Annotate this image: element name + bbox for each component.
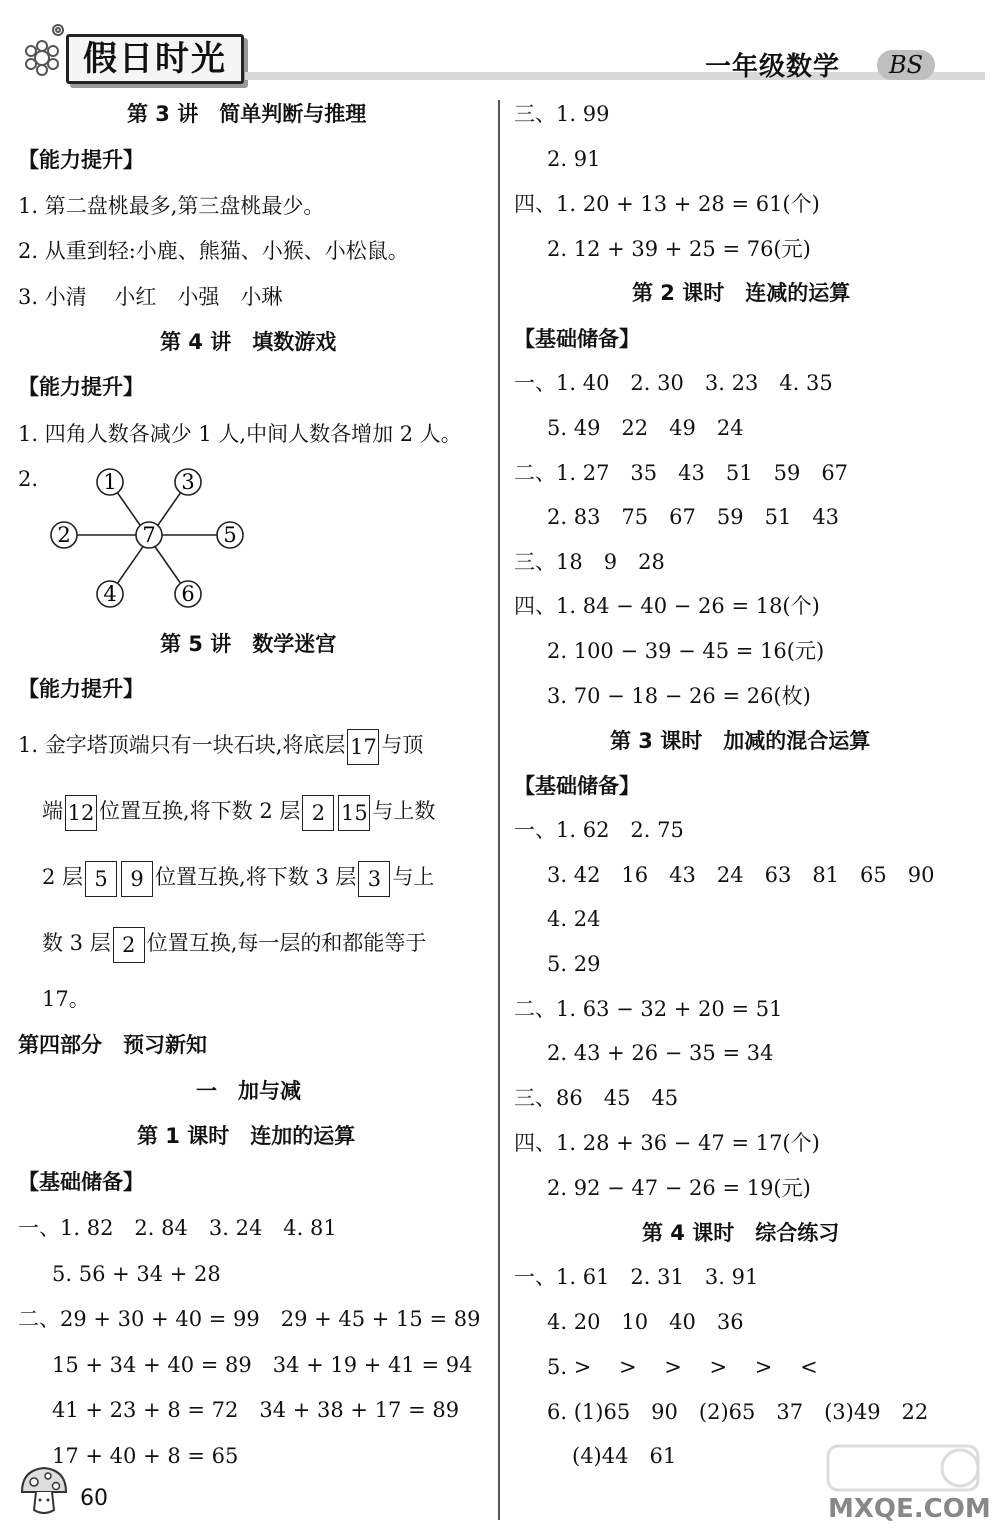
diagram-center-number: 7 (142, 523, 156, 547)
answer-box: 17 (347, 729, 379, 765)
class1-row-1: 一、1. 82 2. 84 3. 24 4. 81 (18, 1216, 337, 1240)
answer-box: 9 (121, 861, 153, 897)
class2-title: 第 2 课时 连减的运算 (632, 281, 851, 305)
diagram-top-left-number: 1 (103, 470, 117, 494)
mushroom-icon (16, 1462, 72, 1520)
lesson3-answer-1: 1. 第二盘桃最多,第三盘桃最少。 (18, 194, 325, 218)
maze-answer-line-2: 端 12 位置互换,将下数 2 层 2 15 与上数 (42, 793, 435, 831)
class2-row-6: 四、1. 84 − 40 − 26 = 18(个) (514, 594, 820, 618)
part4-heading: 第四部分 预习新知 (18, 1033, 207, 1057)
maze-answer-line-5: 17。 (42, 987, 90, 1011)
class2-row-2: 5. 49 22 49 24 (547, 416, 744, 440)
answer-box: 3 (358, 861, 390, 897)
class2-row-5: 三、18 9 28 (514, 550, 665, 574)
class1-title: 第 1 课时 连加的运算 (137, 1124, 356, 1148)
class3-row-3: 4. 24 (547, 907, 601, 931)
maze-answer-line-1: 1. 金字塔顶端只有一块石块,将底层 17 与顶 (18, 727, 423, 765)
answer-box: 15 (338, 795, 370, 831)
page-number: 60 (80, 1486, 108, 1511)
answer-box: 2 (302, 795, 334, 831)
class1-row-3: 二、29 + 30 + 40 = 99 29 + 45 + 15 = 89 (18, 1307, 481, 1331)
class4-row-1: 一、1. 61 2. 31 3. 91 (514, 1265, 759, 1289)
diagram-left-number: 2 (57, 523, 71, 547)
class2-section: 【基础储备】 (514, 327, 640, 351)
grade-subject-label: 一年级数学 (705, 52, 841, 82)
unit1-heading: 一 加与减 (196, 1079, 301, 1103)
flower-icon (20, 18, 70, 78)
right-row-4: 2. 12 + 39 + 25 = 76(元) (547, 237, 811, 261)
class4-row-5: (4)44 61 (572, 1444, 677, 1468)
class2-row-7: 2. 100 − 39 − 45 = 16(元) (547, 639, 825, 663)
class4-row-4: 6. (1)65 90 (2)65 37 (3)49 22 (547, 1400, 929, 1424)
lesson5-section: 【能力提升】 (18, 677, 144, 701)
class3-row-6: 2. 43 + 26 − 35 = 34 (547, 1041, 774, 1065)
lesson4-section: 【能力提升】 (18, 375, 144, 399)
lesson4-title: 第 4 讲 填数游戏 (160, 330, 337, 354)
lesson3-title: 第 3 讲 简单判断与推理 (127, 102, 367, 126)
lesson4-answer-1: 1. 四角人数各减少 1 人,中间人数各增加 2 人。 (18, 422, 462, 446)
class3-row-5: 二、1. 63 − 32 + 20 = 51 (514, 997, 783, 1021)
right-row-1: 三、1. 99 (514, 102, 610, 126)
class4-row-2: 4. 20 10 40 36 (547, 1310, 744, 1334)
diagram-top-right-number: 3 (181, 470, 195, 494)
watermark-text: MXQE.COM (828, 1494, 991, 1524)
class3-row-4: 5. 29 (547, 952, 601, 976)
maze-answer-line-4: 数 3 层 2 位置互换,每一层的和都能等于 (42, 925, 426, 963)
right-row-3: 四、1. 20 + 13 + 28 = 61(个) (514, 192, 820, 216)
class3-row-8: 四、1. 28 + 36 − 47 = 17(个) (514, 1131, 820, 1155)
class3-section: 【基础储备】 (514, 774, 640, 798)
class4-title: 第 4 课时 综合练习 (642, 1221, 840, 1245)
lesson4-answer-2-label: 2. (18, 467, 39, 491)
diagram-right-number: 5 (223, 523, 237, 547)
answer-box: 5 (85, 861, 117, 897)
class2-row-1: 一、1. 40 2. 30 3. 23 4. 35 (514, 371, 833, 395)
class1-row-5: 41 + 23 + 8 = 72 34 + 38 + 17 = 89 (52, 1398, 460, 1422)
class3-row-2: 3. 42 16 43 24 63 81 65 90 (547, 863, 935, 887)
right-row-2: 2. 91 (547, 147, 601, 171)
class1-section: 【基础储备】 (18, 1170, 144, 1194)
class3-row-7: 三、86 45 45 (514, 1086, 679, 1110)
answer-box: 2 (113, 927, 145, 963)
lesson3-section: 【能力提升】 (18, 148, 144, 172)
class1-row-4: 15 + 34 + 40 = 89 34 + 19 + 41 = 94 (52, 1353, 473, 1377)
class2-row-4: 2. 83 75 67 59 51 43 (547, 505, 840, 529)
class2-row-8: 3. 70 − 18 − 26 = 26(枚) (547, 684, 811, 708)
answer-box: 12 (65, 795, 97, 831)
edition-badge: BS (877, 50, 935, 80)
header-rule (245, 72, 985, 80)
column-divider (498, 100, 500, 1520)
lesson3-answer-3: 3. 小清 小红 小强 小琳 (18, 285, 283, 309)
class3-row-9: 2. 92 − 47 − 26 = 19(元) (547, 1176, 811, 1200)
class4-row-3: 5. > > > > > < (547, 1355, 818, 1379)
class1-row-6: 17 + 40 + 8 = 65 (52, 1444, 239, 1468)
lesson5-title: 第 5 讲 数学迷宫 (160, 632, 337, 656)
book-title: 假日时光 (66, 34, 244, 84)
diagram-bottom-right-number: 6 (181, 582, 195, 606)
number-star-diagram (40, 462, 260, 612)
class3-title: 第 3 课时 加减的混合运算 (610, 729, 871, 753)
diagram-bottom-left-number: 4 (103, 582, 117, 606)
class1-row-2: 5. 56 + 34 + 28 (52, 1262, 221, 1286)
lesson3-answer-2: 2. 从重到轻:小鹿、熊猫、小猴、小松鼠。 (18, 239, 409, 263)
maze-answer-line-3: 2 层 5 9 位置互换,将下数 3 层 3 与上 (42, 859, 434, 897)
class3-row-1: 一、1. 62 2. 75 (514, 818, 684, 842)
class2-row-3: 二、1. 27 35 43 51 59 67 (514, 461, 849, 485)
